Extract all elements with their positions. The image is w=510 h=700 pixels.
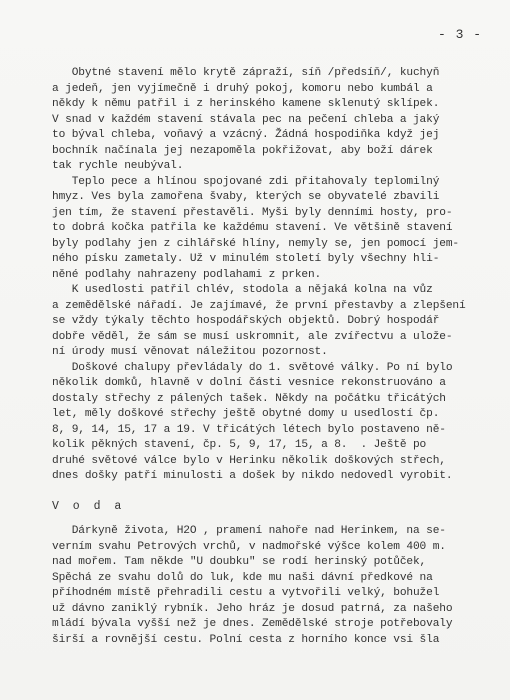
text-line: už dávno zaniklý rybník. Jeho hráz je dosud patrná, za našeho xyxy=(52,602,453,615)
text-line: 8, 9, 14, 15, 17 a 19. V třicátých létech bylo postaveno ně- xyxy=(52,423,446,436)
text-line: širší a rovnější cestu. Polní cesta z horního konce vsi šla xyxy=(52,633,440,646)
text-line: druhé světové válce bylo v Herinku několik doškových střech, xyxy=(52,454,446,467)
paragraph xyxy=(52,361,472,485)
text-line: let, měly doškové střechy ještě obytné domy u usedlostí čp. xyxy=(52,408,440,420)
text-line: to dobrá kočka patřila ke každému stavení. Ve většině stavení xyxy=(52,222,453,234)
text-line: někdy k němu patřil i z herinského kamene sklenutý sklípek. xyxy=(52,98,440,110)
text-line: K usedlosti patřil chlév, stodola a nějaká kolna na vůz xyxy=(52,284,433,296)
page-number: - 3 - xyxy=(437,27,482,42)
text-line: hmyz. Ves byla zamořena švaby, kterých se obyvatelé zbavili xyxy=(52,191,440,203)
paragraph xyxy=(52,66,472,175)
text-line: Doškové chalupy převládaly do 1. světové války. Po ní bylo xyxy=(52,361,453,374)
text-line: a jedeň, jen vyjímečně i druhý pokoj, komoru nebo kumbál a xyxy=(52,82,433,95)
paragraph xyxy=(52,175,472,284)
text-line: dnes došky patří minulosti a došek by nikdo nedovedl vyrobit. xyxy=(52,470,453,482)
text-line: verním svahu Petrových vrchů, v nadmořské výšce kolem 400 m. xyxy=(52,540,446,553)
text-line: bochník načínala jej nezapoměla pokřižovat, aby boží dárek xyxy=(52,144,433,157)
section-gap xyxy=(52,485,472,499)
text-line: tak rychle neubýval. xyxy=(52,160,184,172)
text-line: ného písku zametaly. Už v minulém století byly všechny hli- xyxy=(52,253,440,265)
text-line: Spěchá ze svahu dolů do luk, kde mu naši dávní předkové na xyxy=(52,571,433,584)
text-line: dostaly střechy z pálených tašek. Někdy na počátku třicátých xyxy=(52,392,446,405)
body-text xyxy=(52,66,472,648)
paragraph xyxy=(52,283,472,361)
section-heading: V o d a xyxy=(52,499,125,513)
text-line: jen tím, že stavení přestavěli. Myši byly denními hosty, pro- xyxy=(52,206,453,219)
text-line: byly podlahy jen z cihlářské hlíny, nemyly se, jen pomocí jem- xyxy=(52,237,459,250)
text-line: několik domků, hlavně v dolní části vesnice rekonstruováno a xyxy=(52,377,446,389)
section-gap xyxy=(52,514,472,524)
text-line: příhodném místě přehradili cestu a vytvořili velký, bohužel xyxy=(52,587,440,599)
text-line: to býval chleba, voňavý a vzácný. Žádná hospodiňka když jej xyxy=(52,129,440,141)
text-line: ní úrody musí věnovat náležitou pozornost. xyxy=(52,346,328,358)
text-line: Teplo pece a hlínou spojované zdi přitahovaly teplomilný xyxy=(52,175,440,188)
text-line: se vždy týkaly těchto hospodářských objektů. Dobrý hospodář xyxy=(52,315,440,327)
paragraph xyxy=(52,524,472,648)
text-line: dobře věděl, že sám se musí uskromnit, ale zvířectvu a ulože- xyxy=(52,330,453,343)
text-line: a zemědělské nářadí. Je zajímavé, že první přestavby a zlepšení xyxy=(52,299,466,312)
text-line: kolik pěkných stavení, čp. 5, 9, 17, 15, a 8. . Ještě po xyxy=(52,439,427,451)
text-line: V snad v každém stavení stávala pec na pečení chleba a jaký xyxy=(52,113,440,126)
text-line: Obytné stavení mělo krytě zápraží, síň /předsíň/, kuchyň xyxy=(52,67,440,79)
text-line: něné podlahy nahrazeny podlahami z prken. xyxy=(52,268,322,281)
text-line: nad mořem. Tam někde "U doubku" se rodí herinský potůček, xyxy=(52,556,427,568)
text-line: mládí bývala vyšší než je dnes. Zemědělské stroje potřebovaly xyxy=(52,618,453,630)
text-line: Dárkyně života, H2O , pramení nahoře nad Herinkem, na se- xyxy=(52,525,446,537)
